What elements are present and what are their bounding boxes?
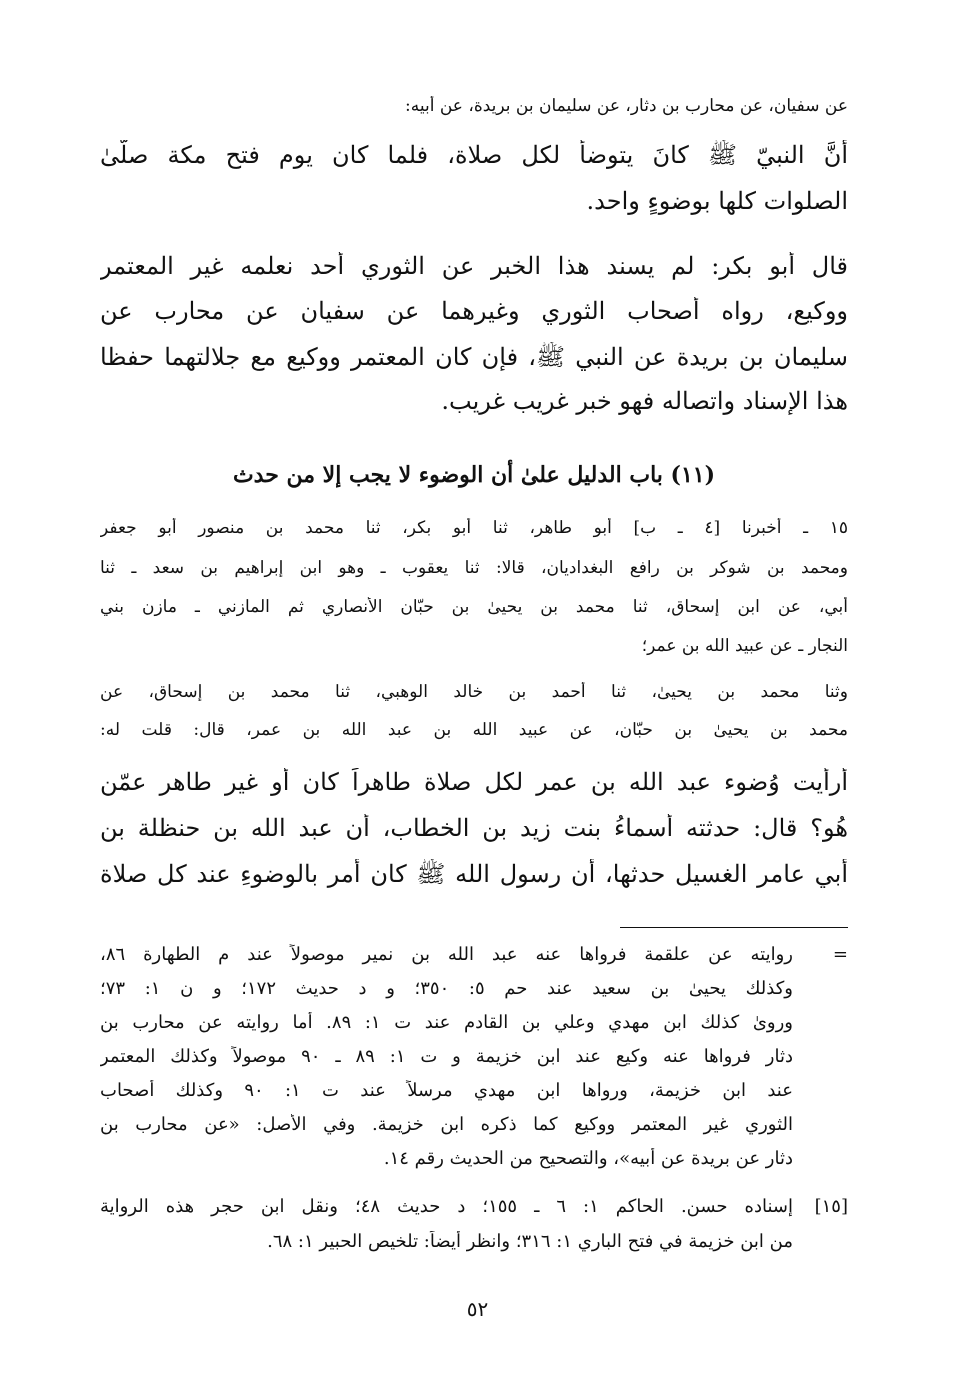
hadith-text-line: أنَّ النبيّ ﷺ كانَ يتوضأُ لكل صلاة، فلما كان يوم فتح مكة صلّىٰ: [100, 141, 848, 169]
hadith-text-line: الصلوات كلها بوضوءٍ واحد.: [586, 187, 848, 215]
footnote-separator: [620, 927, 848, 928]
isnad-line: ومحمد بن شوكر بن رافع البغداديان، قالا: ثنا يعقوب ـ وهو ابن إبراهيم بن سعد ـ ثنا: [100, 558, 848, 578]
footnote-line: من ابن خزيمة في فتح الباري ١: ٣١٦؛ وانظر أيضاً: تلخيص الحبير ١: ٦٨.: [267, 1231, 793, 1252]
commentary-line: هذا الإسناد واتصاله فهو خبر غريب غريب.: [441, 387, 848, 415]
hadith-text-line: أبي عامر الغسيل حدثها، أن رسول الله ﷺ كان أُمر بالوضوءِ عند كل صلاة: [100, 860, 848, 888]
footnote-line: إسناده حسن. الحاكم ١: ٦ ـ ١٥٥؛ د حديث ٤٨؛ ونقل ابن حجر هذه الرواية: [100, 1196, 793, 1217]
hadith-text-line: أرأيت وُضوء عبد الله بن عمر لكل صلاة طاهراً كان أو غير طاهر عمّن: [100, 768, 848, 796]
commentary-line: سليمان بن بريدة عن النبي ﷺ، فإن كان المعتمر ووكيع مع جلالتهما حفظا: [100, 343, 848, 371]
commentary-line: قال أبو بكر: لم يسند هذا الخبر عن الثوري أحد نعلمه غير المعتمر: [100, 252, 848, 280]
hadith-text-line: هُو؟ قال: حدثته أسماءُ بنت زيد بن الخطاب، أن عبد الله بن حنظلة بن: [100, 814, 848, 842]
isnad-line: محمد بن يحيىٰ بن حبّان، عن عبيد الله بن عبد الله بن عمر، قال: قلت له:: [100, 720, 848, 740]
isnad-line: ١٥ ـ أخبرنا [٤ ـ ب] أبو طاهر، ثنا أبو بكر، ثنا محمد بن منصور أبو جعفر: [100, 518, 848, 538]
footnote-line: وروىٰ كذلك ابن مهدي وعلي بن القادم عند ت ١: ٨٩. أما روايته عن محارب بن: [100, 1012, 793, 1033]
footnote-line: روايته عن علقمة فرواها عنه عبد الله بن نمير موصولاً عند م الطهارة ٨٦،: [100, 944, 793, 965]
isnad-line: وثنا محمد بن يحيىٰ، ثنا أحمد بن خالد الوهبي، ثنا محمد بن إسحاق، عن: [100, 682, 848, 702]
page-number: ٥٢: [466, 1297, 489, 1321]
commentary-line: ووكيع، رواه أصحاب الثوري وغيرهما عن سفيان عن محارب عن: [100, 297, 848, 325]
chapter-heading: (١١) باب الدليل علىٰ أن الوضوء لا يجب إلا من حدث: [232, 462, 716, 488]
footnote-line: وكذلك يحيىٰ بن سعيد عند حم ٥: ٣٥٠؛ و د حديث ١٧٢؛ و ن ١: ٧٣؛: [100, 978, 793, 999]
footnote-line: عند ابن خزيمة، ورواها ابن مهدي مرسلاً عند ت ١: ٩٠ وكذلك أصحاب: [100, 1080, 793, 1101]
isnad-line: النجار ـ عن عبيد الله بن عمر؛: [641, 636, 848, 656]
footnote-line: الثوري غير المعتمر ووكيع كما ذكره ابن خزيمة. وفي الأصل: «عن محارب بن: [100, 1114, 793, 1135]
footnote-number: [١٥]: [814, 1196, 848, 1217]
isnad-line: عن سفيان، عن محارب بن دثار، عن سليمان بن بريدة، عن أبيه:: [405, 96, 848, 116]
isnad-line: أبي، عن ابن إسحاق، ثنا محمد بن يحيىٰ بن حبّان الأنصاري ثم المازني ـ مازن بني: [100, 597, 848, 617]
footnote-line: دثار عن بريدة عن أبيه»، والتصحيح من الحديث رقم ١٤.: [383, 1148, 793, 1169]
footnote-line: دثار فرواها عنه وكيع عند ابن خزيمة و ت ١: ٨٩ ـ ٩٠ موصولاً وكذلك المعتمر: [100, 1046, 793, 1067]
footnote-continuation-mark: =: [832, 944, 848, 965]
